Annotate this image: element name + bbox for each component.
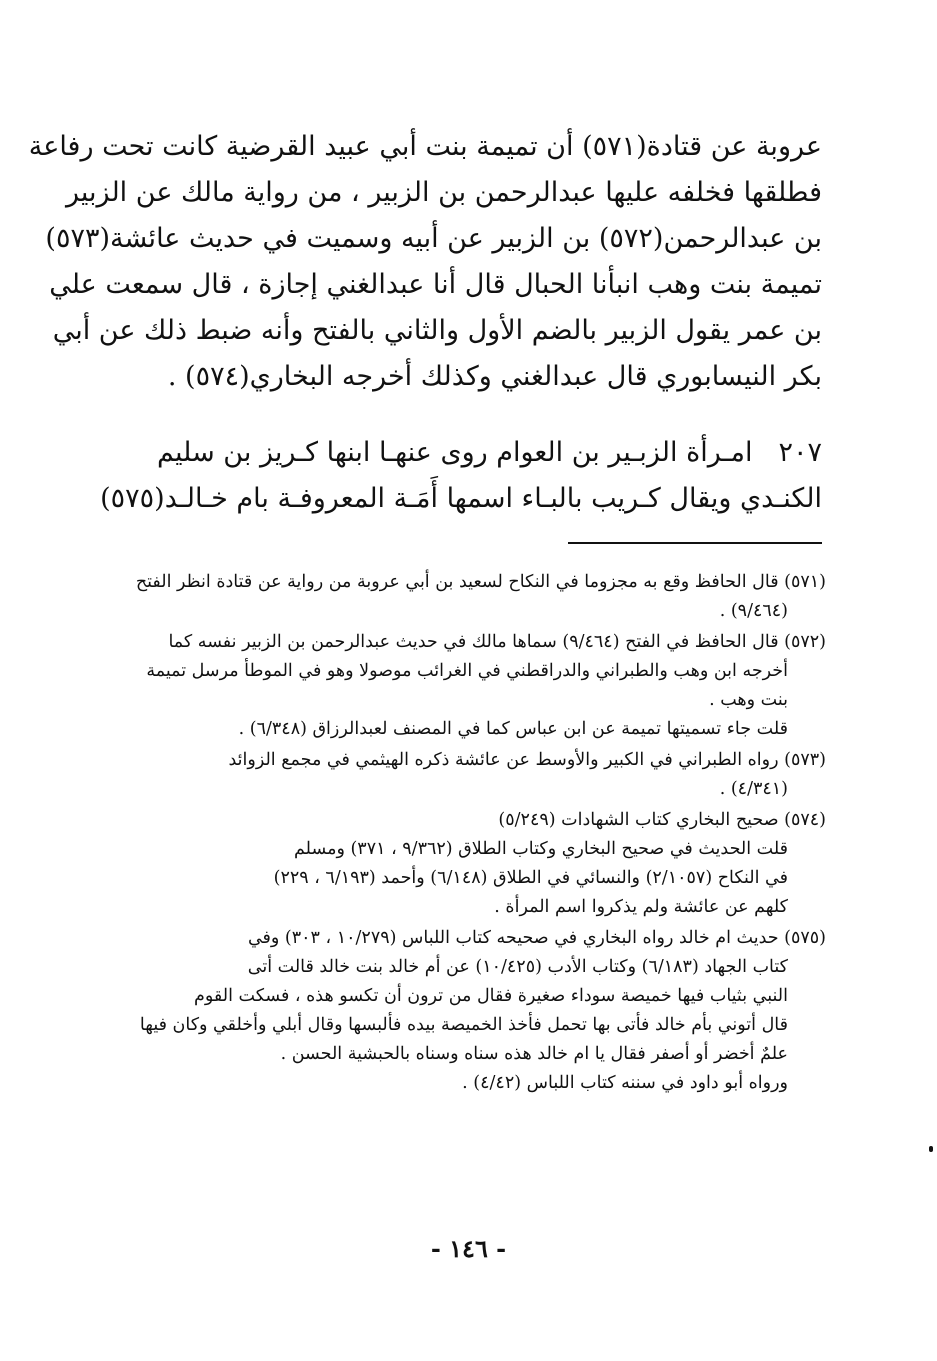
footnote-575	[139, 924, 826, 1098]
body-line: بن عمر يقول الزبير بالضم الأول والثاني بالفتح وأنه ضبط ذلك عن أبي	[52, 315, 822, 346]
footnote-line: (٥٧٥) حديث ام خالد رواه البخاري في صحيحه كتاب اللباس (١٠/٢٧٩ ، ٣٠٣) وفي	[247, 928, 826, 948]
footnote-note: ورواه أبو داود في سننه كتاب اللباس (٤/٤٢) .	[462, 1073, 788, 1093]
footnote-line: (٩/٤٦٤) .	[719, 601, 788, 621]
footnote-572	[148, 628, 826, 744]
footnote-line: (٥٧٤) صحيح البخاري كتاب الشهادات (٥/٢٤٩)	[498, 810, 826, 830]
footnote-divider	[568, 542, 822, 544]
entry-text: امـرأة الزبـير بن العوام روى عنهـا ابنها كـريز بن سليم	[157, 437, 753, 468]
footnote-note: قلت جاء تسميتها تميمة عن ابن عباس كما في المصنف لعبدالرزاق (٦/٣٤٨) .	[238, 719, 788, 739]
body-line: تميمة بنت وهب انبأنا الحبال قال أنا عبدالغني إجازة ، قال سمعت علي	[49, 269, 822, 300]
entry-first-line	[140, 430, 822, 476]
body-line: فطلقها فخلفه عليها عبدالرحمن بن الزبير ، من رواية مالك عن الزبير	[66, 177, 822, 208]
footnote-line: النبي بثياب فيها خميصة سوداء صغيرة فقال من ترون أن تكسو هذه ، فسكت القوم	[194, 986, 788, 1006]
footnote-line: قال أتوني بأم خالد فأتى بها تحمل فأخذ الخميصة بيده فألبسها وقال أبلي وأخلقي وكان فيها	[139, 1015, 788, 1035]
entry-number: ٢٠٧	[778, 437, 822, 468]
scan-mark	[929, 1146, 933, 1152]
entry-207	[100, 430, 822, 522]
body-line: بكر النيسابوري قال عبدالغني وكذلك أخرجه البخاري(٥٧٤) .	[167, 361, 822, 392]
footnote-note: في النكاح (٢/١٠٥٧) والنسائي في الطلاق (٦/١٤٨) وأحمد (٦/١٩٣ ، ٢٢٩)	[273, 868, 788, 888]
footnote-line: (٥٧٣) رواه الطبراني في الكبير والأوسط عن عائشة ذكره الهيثمي في مجمع الزوائد	[228, 750, 826, 770]
footnotes-section	[135, 568, 826, 1100]
footnote-line: (٤/٣٤١) .	[719, 779, 788, 799]
body-line: عروبة عن قتادة(٥٧١) أن تميمة بنت أبي عبيد القرضية كانت تحت رفاعة	[28, 131, 822, 162]
entry-second-line: الكنـدي ويقال كـريب بالبـاء اسمها أَمَـة المعروفـة بام خـالـد(٥٧٥)	[100, 483, 822, 514]
footnote-line: (٥٧٢) قال الحافظ في الفتح (٩/٤٦٤) سماها مالك في حديث عبدالرحمن بن الزبير نفسه كما	[168, 632, 826, 652]
footnote-line: كتاب الجهاد (٦/١٨٣) وكتاب الأدب (١٠/٤٢٥) عن أم خالد بنت خالد قالت أتى	[247, 957, 788, 977]
footnote-line: أخرجه ابن وهب والطبراني والدراقطني في الغرائب موصولا وهو في الموطأ مرسل تميمة	[146, 661, 788, 681]
main-body-text	[28, 124, 822, 400]
footnote-line: علمٌ أخضر أو أصفر فقال يا ام خالد هذه سناه وسناه بالحبشية الحسن .	[280, 1044, 788, 1064]
footnote-573	[148, 746, 826, 804]
footnote-note: كلهم عن عائشة ولم يذكروا اسم المرأة .	[494, 897, 788, 917]
footnote-line: بنت وهب .	[709, 690, 788, 710]
footnote-574	[148, 806, 826, 922]
page-number: - ١٤٦ -	[430, 1234, 507, 1263]
footnote-571	[135, 568, 826, 626]
footnote-note: قلت الحديث في صحيح البخاري وكتاب الطلاق (٩/٣٦٢ ، ٣٧١) ومسلم	[294, 839, 788, 859]
footnote-line: (٥٧١) قال الحافظ وقع به مجزوما في النكاح لسعيد بن أبي عروبة من رواية عن قتادة انظر الفتح	[135, 572, 826, 592]
body-line: بن عبدالرحمن(٥٧٢) بن الزبير عن أبيه وسميت في حديث عائشة(٥٧٣)	[45, 223, 822, 254]
